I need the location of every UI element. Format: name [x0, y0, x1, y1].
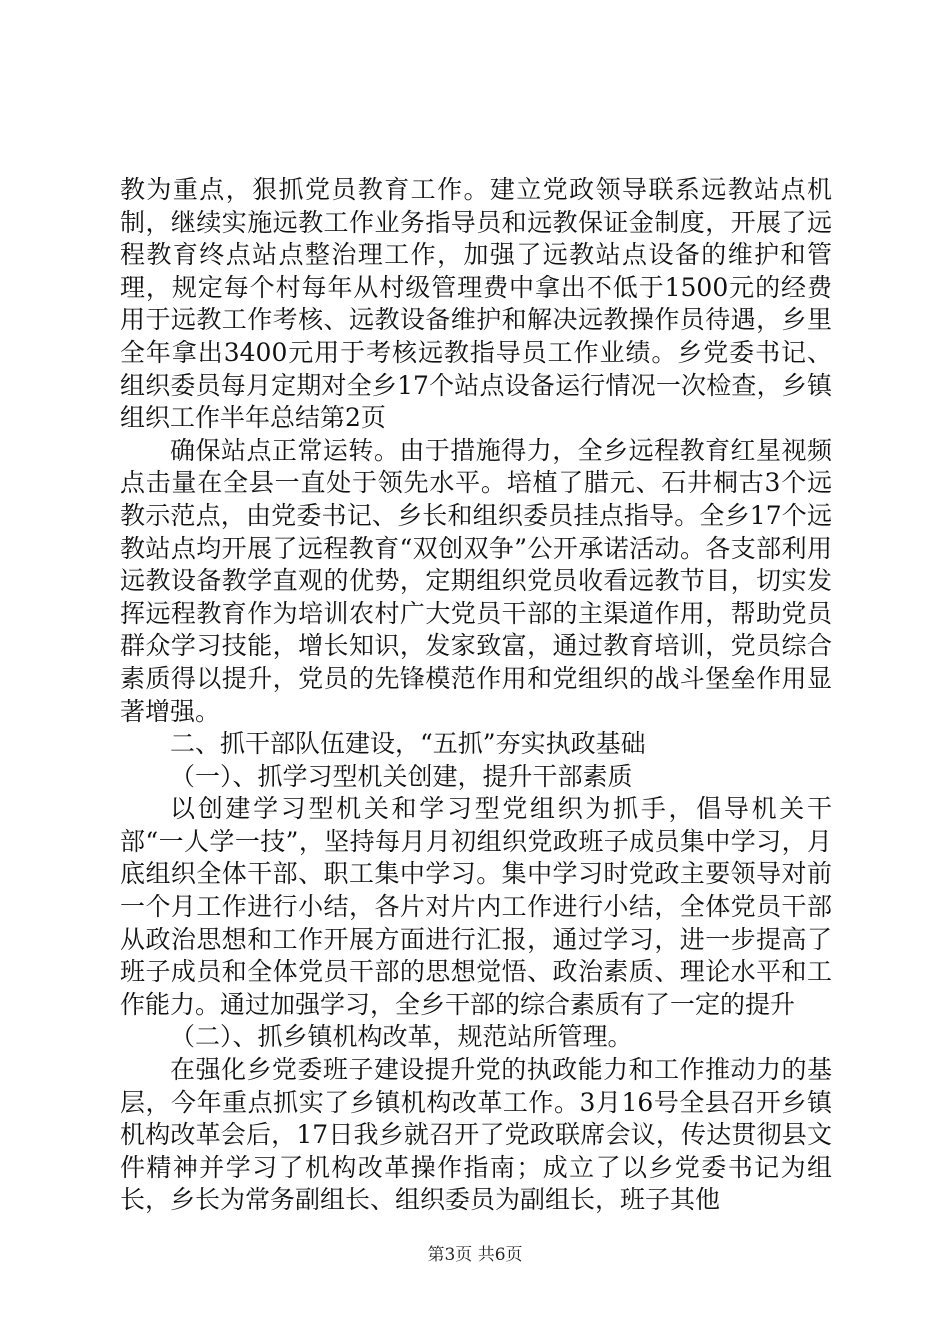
document-body	[120, 174, 832, 1217]
page-footer: 第3页 共6页	[427, 1245, 523, 1265]
subsection-heading-1: （一）、抓学习型机关创建，提升干部素质	[170, 761, 633, 791]
paragraph-1: 教为重点，狠抓党员教育工作。建立党政领导联系远教站点机制，继续实施远教工作业务指导员和远教保证金制度，开展了远程教育终点站点整治理工作，加强了远教站点设备的维护和管理，规定每个村每年从村级管理费中拿出不低于1500元的经费用于远教工作考核、远教设备维护和解决远教操作员待遇，乡里全年拿出3400元用于考核远教指导员工作业绩。乡党委书记、组织委员每月定期对全乡17个站点设备运行情况一次检查，乡镇组织工作半年总结第2页	[120, 175, 832, 433]
paragraph-4: 在强化乡党委班子建设提升党的执政能力和工作推动力的基层，今年重点抓实了乡镇机构改革工作。3月16号全县召开乡镇机构改革会后，17日我乡就召开了党政联席会议，传达贯彻县文件精神并学习了机构改革操作指南；成立了以乡党委书记为组长，乡长为常务副组长、组织委员为副组长，班子其他	[120, 1055, 832, 1215]
paragraph-2: 确保站点正常运转。由于措施得力，全乡远程教育红星视频点击量在全县一直处于领先水平。培植了腊元、石井桐古3个远教示范点，由党委书记、乡长和组织委员挂点指导。全乡17个远教站点均开展了远程教育“双创双争”公开承诺活动。各支部利用远教设备教学直观的优势，定期组织党员收看远教节目，切实发挥远程教育作为培训农村广大党员干部的主渠道作用，帮助党员群众学习技能，增长知识，发家致富，通过教育培训，党员综合素质得以提升，党员的先锋模范作用和党组织的战斗堡垒作用显著增强。	[120, 435, 832, 726]
paragraph-3: 以创建学习型机关和学习型党组织为抓手，倡导机关干部“一人学一技”，坚持每月月初组织党政班子成员集中学习，月底组织全体干部、职工集中学习。集中学习时党政主要领导对前一个月工作进行小结，各片对片内工作进行小结，全体党员干部从政治思想和工作开展方面进行汇报，通过学习，进一步提高了班子成员和全体党员干部的思想觉悟、政治素质、理论水平和工作能力。通过加强学习，全乡干部的综合素质有了一定的提升	[120, 794, 832, 1019]
section-heading-2: 二、抓干部队伍建设，“五抓”夯实执政基础	[170, 729, 646, 759]
subsection-heading-2: （二）、抓乡镇机构改革，规范站所管理。	[170, 1022, 633, 1052]
